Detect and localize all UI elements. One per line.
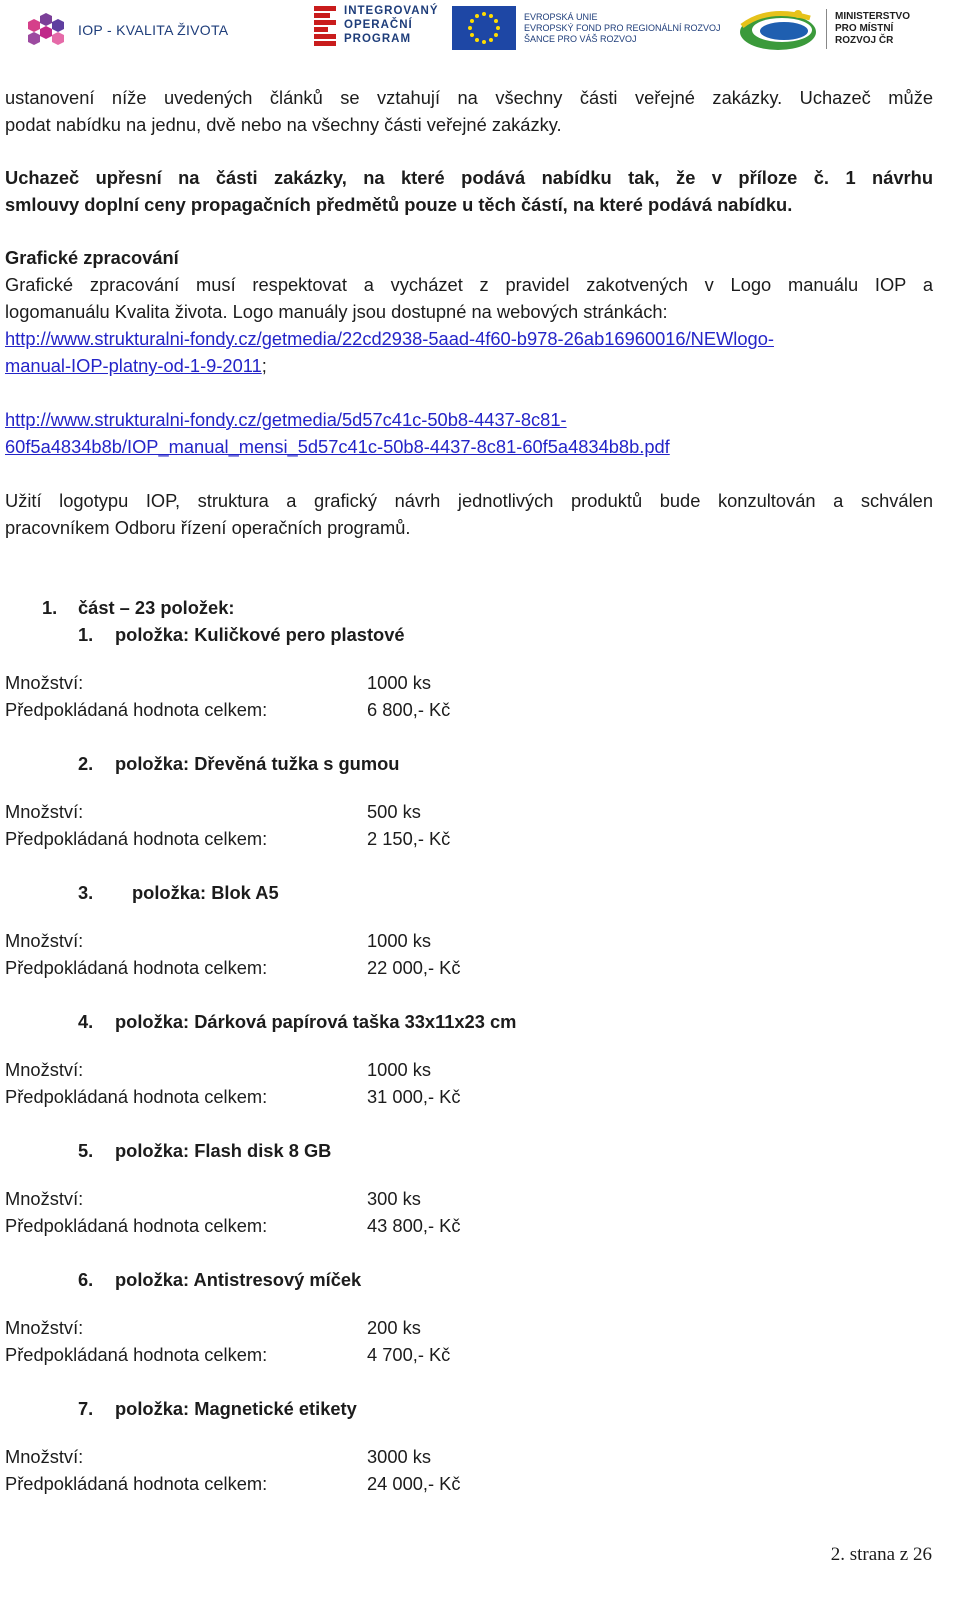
eu-line-1: EVROPSKÁ UNIE bbox=[524, 11, 598, 22]
quantity-value: 500 ks bbox=[367, 801, 421, 822]
item-title: položka: Kuličkové pero plastové bbox=[115, 624, 405, 645]
quantity-value: 1000 ks bbox=[367, 930, 432, 951]
usage-line1: Užití logotypu IOP, struktura a grafický návrh jednotlivých produktů bude konzultován a schválen bbox=[5, 490, 933, 511]
graphics-heading: Grafické zpracování bbox=[5, 247, 179, 268]
ministry-logo bbox=[738, 4, 910, 54]
value-row bbox=[5, 1341, 933, 1368]
iop-logo-text: IOP - KVALITA ŽIVOTA bbox=[78, 22, 229, 38]
intro-p1-line2: podat nabídku na jednu, dvě nebo na všechny části veřejné zakázky. bbox=[5, 114, 562, 135]
value-row bbox=[5, 1212, 933, 1239]
item-number: 2. bbox=[78, 753, 94, 774]
quantity-label: Množství: bbox=[5, 1446, 84, 1467]
quantity-label: Množství: bbox=[5, 672, 84, 693]
item-number: 1. bbox=[78, 624, 94, 645]
item-number: 6. bbox=[78, 1269, 94, 1290]
item-heading bbox=[78, 621, 933, 648]
item-title: položka: Dřevěná tužka s gumou bbox=[115, 753, 400, 774]
quantity-value: 300 ks bbox=[367, 1188, 421, 1209]
value-row bbox=[5, 1470, 933, 1497]
quantity-row bbox=[5, 1443, 933, 1470]
graphics-line2: logomanuálu Kvalita života. Logo manuály jsou dostupné na webových stránkách: bbox=[5, 301, 668, 322]
value-label: Předpokládaná hodnota celkem: bbox=[5, 828, 268, 849]
estimated-value: 43 800,- Kč bbox=[367, 1215, 461, 1236]
ministry-line-1: MINISTERSTVO bbox=[835, 11, 911, 22]
item-title: položka: Magnetické etikety bbox=[115, 1398, 357, 1419]
iop-line-3: PROGRAM bbox=[344, 33, 412, 45]
logo-manual-link-1[interactable]: http://www.strukturalni-fondy.cz/getmedia/22cd2938-5aad-4f60-b978-26ab16960016/NEWlogo- bbox=[5, 328, 774, 349]
quantity-value: 1000 ks bbox=[367, 1059, 432, 1080]
intro-p2-line1: Uchazeč upřesní na části zakázky, na které podává nabídku tak, že v příloze č. 1 návrhu bbox=[5, 167, 933, 188]
quantity-row bbox=[5, 798, 933, 825]
value-label: Předpokládaná hodnota celkem: bbox=[5, 1473, 268, 1494]
iop-line-2: OPERAČNÍ bbox=[344, 19, 413, 31]
document-body bbox=[5, 84, 933, 1497]
value-row bbox=[5, 954, 933, 981]
quantity-row bbox=[5, 1056, 933, 1083]
graphics-line1: Grafické zpracování musí respektovat a vycházet z pravidel zakotvených v Logo manuálu IOP a bbox=[5, 274, 933, 295]
page-number: 2. strana z 26 bbox=[830, 1544, 932, 1565]
estimated-value: 2 150,- Kč bbox=[367, 828, 451, 849]
item-number: 3. bbox=[78, 882, 94, 903]
item-title: položka: Antistresový míček bbox=[115, 1269, 362, 1290]
quantity-value: 3000 ks bbox=[367, 1446, 432, 1467]
link-suffix: ; bbox=[261, 355, 267, 376]
integrovany-operacni-program-logo bbox=[314, 4, 439, 48]
eu-line-2: EVROPSKÝ FOND PRO REGIONÁLNÍ ROZVOJ bbox=[524, 22, 721, 33]
quantity-label: Množství: bbox=[5, 1188, 84, 1209]
item-heading bbox=[78, 1266, 933, 1293]
quantity-row bbox=[5, 927, 933, 954]
logo-manual-link-1-cont[interactable]: manual-IOP-platny-od-1-9-2011 bbox=[5, 355, 262, 376]
value-label: Předpokládaná hodnota celkem: bbox=[5, 957, 268, 978]
eu-line-3: ŠANCE PRO VÁŠ ROZVOJ bbox=[524, 33, 637, 44]
item-heading bbox=[78, 1137, 933, 1164]
item-number: 7. bbox=[78, 1398, 94, 1419]
logo-manual-link-2-cont[interactable]: 60f5a4834b8b/IOP_manual_mensi_5d57c41c-50b8-4437-8c81-60f5a4834b8b.pdf bbox=[5, 436, 670, 457]
ministry-swoosh-icon bbox=[738, 4, 822, 54]
quantity-row bbox=[5, 669, 933, 696]
value-row bbox=[5, 825, 933, 852]
value-row bbox=[5, 1083, 933, 1110]
value-row bbox=[5, 696, 933, 723]
part-title: část – 23 položek: bbox=[78, 597, 235, 618]
intro-p1-line1: ustanovení níže uvedených článků se vztahují na všechny části veřejné zakázky. Uchazeč může bbox=[5, 87, 933, 108]
quantity-label: Množství: bbox=[5, 1317, 84, 1338]
item-heading bbox=[78, 750, 933, 777]
estimated-value: 6 800,- Kč bbox=[367, 699, 451, 720]
quantity-value: 200 ks bbox=[367, 1317, 421, 1338]
quantity-label: Množství: bbox=[5, 801, 84, 822]
quantity-row bbox=[5, 1314, 933, 1341]
estimated-value: 24 000,- Kč bbox=[367, 1473, 461, 1494]
value-label: Předpokládaná hodnota celkem: bbox=[5, 699, 268, 720]
quantity-label: Množství: bbox=[5, 930, 84, 951]
item-heading bbox=[78, 1395, 933, 1422]
usage-line2: pracovníkem Odboru řízení operačních programů. bbox=[5, 517, 411, 538]
item-title: položka: Blok A5 bbox=[132, 882, 279, 903]
hexagon-cluster-icon bbox=[20, 12, 72, 48]
eu-flag-icon bbox=[452, 6, 516, 50]
part-number: 1. bbox=[42, 597, 58, 618]
item-heading bbox=[78, 879, 933, 906]
value-label: Předpokládaná hodnota celkem: bbox=[5, 1344, 268, 1365]
ministry-line-2: PRO MÍSTNÍ bbox=[835, 23, 894, 34]
item-number: 4. bbox=[78, 1011, 94, 1032]
intro-p2-line2: smlouvy doplní ceny propagačních předmětů pouze u těch částí, na které podává nabídku. bbox=[5, 194, 793, 215]
iop-line-1: INTEGROVANÝ bbox=[344, 5, 439, 17]
estimated-value: 31 000,- Kč bbox=[367, 1086, 461, 1107]
iop-kvalita-zivota-logo bbox=[20, 12, 228, 48]
estimated-value: 4 700,- Kč bbox=[367, 1344, 451, 1365]
item-title: položka: Dárková papírová taška 33x11x23 cm bbox=[115, 1011, 517, 1032]
quantity-row bbox=[5, 1185, 933, 1212]
logo-manual-link-2[interactable]: http://www.strukturalni-fondy.cz/getmedia/5d57c41c-50b8-4437-8c81- bbox=[5, 409, 567, 430]
estimated-value: 22 000,- Kč bbox=[367, 957, 461, 978]
eu-logo bbox=[452, 6, 721, 50]
item-number: 5. bbox=[78, 1140, 94, 1161]
quantity-value: 1000 ks bbox=[367, 672, 432, 693]
page-header bbox=[0, 0, 960, 62]
part-heading bbox=[42, 594, 933, 621]
item-title: položka: Flash disk 8 GB bbox=[115, 1140, 332, 1161]
quantity-label: Množství: bbox=[5, 1059, 84, 1080]
red-bars-icon bbox=[314, 6, 336, 48]
value-label: Předpokládaná hodnota celkem: bbox=[5, 1086, 268, 1107]
value-label: Předpokládaná hodnota celkem: bbox=[5, 1215, 268, 1236]
item-heading bbox=[78, 1008, 933, 1035]
ministry-line-3: ROZVOJ ČR bbox=[835, 35, 894, 46]
